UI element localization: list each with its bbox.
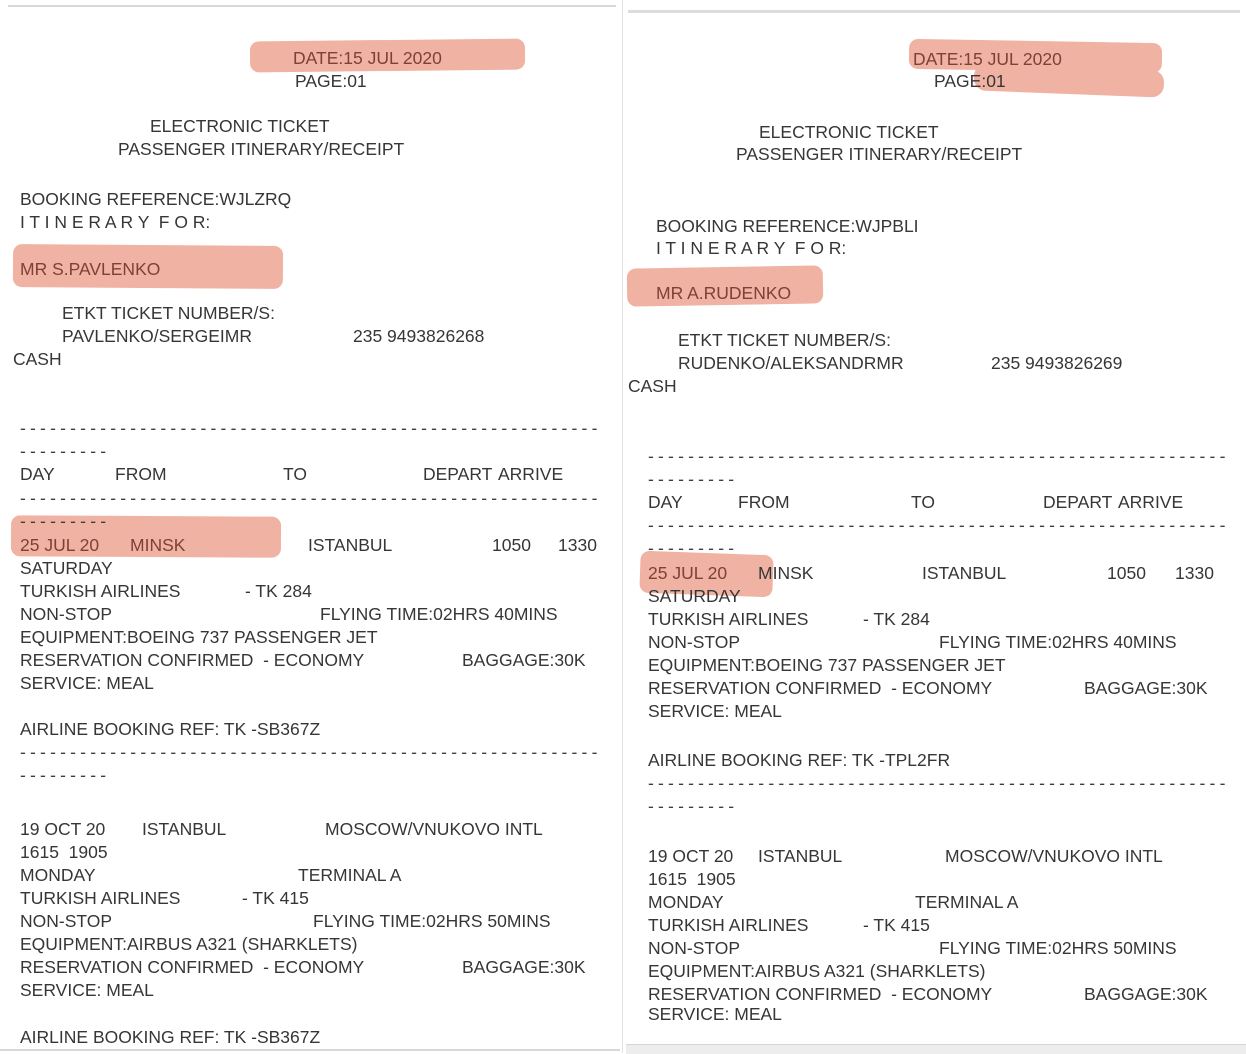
segment-date: 25 JUL 20 xyxy=(20,535,100,555)
day-name: SATURDAY xyxy=(648,586,741,606)
segment-times-line xyxy=(0,841,621,864)
doc-title-text: ELECTRONIC TICKET xyxy=(150,116,330,136)
col-depart: DEPART xyxy=(423,464,493,484)
separator xyxy=(0,487,621,510)
stops: NON-STOP xyxy=(648,938,741,958)
service: SERVICE: MEAL xyxy=(20,980,154,1000)
column-divider xyxy=(622,0,623,1053)
reservation-status: RESERVATION CONFIRMED - ECONOMY xyxy=(648,678,993,698)
stops: NON-STOP xyxy=(648,632,741,652)
separator-dashes: ---------------------------------------------------------- xyxy=(648,446,1230,466)
date-line xyxy=(626,48,1246,71)
flying-time: FLYING TIME:02HRS 50MINS xyxy=(313,911,551,931)
terminal: TERMINAL A xyxy=(915,892,1019,912)
separator xyxy=(626,445,1246,468)
separator-dashes: --------- xyxy=(20,441,111,461)
segment-depart: 1050 xyxy=(1107,563,1146,583)
airline-booking-ref-line xyxy=(0,718,621,741)
passenger-name: MR A.RUDENKO xyxy=(656,283,792,303)
col-arrive: ARRIVE xyxy=(1118,492,1184,512)
reservation-line xyxy=(626,677,1246,700)
payment-method-line xyxy=(626,375,1246,398)
doc-subtitle-text: PASSENGER ITINERARY/RECEIPT xyxy=(118,139,405,159)
reservation-line xyxy=(0,956,621,979)
col-from: FROM xyxy=(115,464,167,484)
doc-subtitle xyxy=(0,138,621,161)
page-line xyxy=(0,70,621,93)
col-day: DAY xyxy=(20,464,55,484)
segment-date: 19 OCT 20 xyxy=(648,846,734,866)
separator xyxy=(0,440,621,463)
separator xyxy=(626,468,1246,491)
reservation-status: RESERVATION CONFIRMED - ECONOMY xyxy=(20,957,365,977)
page-value: PAGE:01 xyxy=(934,71,1006,91)
separator-dashes: ---------------------------------------------------------- xyxy=(20,742,602,762)
separator-dashes: --------- xyxy=(20,765,111,785)
airline-booking-ref: AIRLINE BOOKING REF: TK -SB367Z xyxy=(20,719,321,739)
day-name-line xyxy=(626,891,1246,914)
doc-title xyxy=(0,115,621,138)
separator-dashes: ---------------------------------------------------------- xyxy=(20,418,602,438)
separator-dashes: ---------------------------------------------------------- xyxy=(20,488,602,508)
stops-line xyxy=(0,910,621,933)
table-header-row xyxy=(626,491,1246,514)
table-header-row xyxy=(0,463,621,486)
separator xyxy=(626,772,1246,795)
equipment-line xyxy=(626,654,1246,677)
date-value: DATE:15 JUL 2020 xyxy=(293,48,442,68)
equipment-line xyxy=(0,626,621,649)
separator xyxy=(626,795,1246,818)
reservation-line xyxy=(0,649,621,672)
airline-booking-ref: AIRLINE BOOKING REF: TK -SB367Z xyxy=(20,1027,321,1047)
payment-method-line xyxy=(0,348,621,371)
equipment: EQUIPMENT:AIRBUS A321 (SHARKLETS) xyxy=(648,961,986,981)
segment-from: MINSK xyxy=(758,563,814,583)
doc-subtitle-text: PASSENGER ITINERARY/RECEIPT xyxy=(736,144,1023,164)
equipment: EQUIPMENT:BOEING 737 PASSENGER JET xyxy=(648,655,1006,675)
segment-to: MOSCOW/VNUKOVO INTL xyxy=(325,819,543,839)
day-name-line xyxy=(626,585,1246,608)
service-line xyxy=(0,672,621,695)
ticket-number-line xyxy=(626,352,1246,375)
booking-reference xyxy=(0,188,621,211)
segment-arrive: 1330 xyxy=(1175,563,1214,583)
ticket-document-pavlenko xyxy=(0,0,621,1053)
airline-name: TURKISH AIRLINES xyxy=(648,915,809,935)
baggage-allowance: BAGGAGE:30K xyxy=(1084,678,1208,698)
separator xyxy=(626,537,1246,560)
separator-dashes: ---------------------------------------------------------- xyxy=(648,515,1230,535)
col-depart: DEPART xyxy=(1043,492,1113,512)
segment-row xyxy=(626,562,1246,585)
doc-title-text: ELECTRONIC TICKET xyxy=(759,122,939,142)
segment-date: 25 JUL 20 xyxy=(648,563,728,583)
col-day: DAY xyxy=(648,492,683,512)
page-line xyxy=(626,70,1246,93)
airline-line xyxy=(0,580,621,603)
reservation-status: RESERVATION CONFIRMED - ECONOMY xyxy=(20,650,365,670)
passenger-name: MR S.PAVLENKO xyxy=(20,259,161,279)
passenger-name-line xyxy=(626,282,1246,305)
baggage-allowance: BAGGAGE:30K xyxy=(462,650,586,670)
separator xyxy=(0,741,621,764)
segment-arrive: 1330 xyxy=(558,535,597,555)
stops: NON-STOP xyxy=(20,911,113,931)
airline-line xyxy=(626,608,1246,631)
airline-booking-ref-line xyxy=(0,1026,621,1049)
flying-time: FLYING TIME:02HRS 50MINS xyxy=(939,938,1177,958)
airline-name: TURKISH AIRLINES xyxy=(20,581,181,601)
service-line xyxy=(626,1003,1246,1026)
col-arrive: ARRIVE xyxy=(498,464,564,484)
segment-date: 19 OCT 20 xyxy=(20,819,106,839)
flight-number: - TK 284 xyxy=(863,609,930,629)
date-value: DATE:15 JUL 2020 xyxy=(913,49,1062,69)
segment-times-line xyxy=(626,868,1246,891)
ticket-holder: RUDENKO/ALEKSANDRMR xyxy=(678,353,904,373)
separator-dashes: --------- xyxy=(648,796,739,816)
separator-dashes: --------- xyxy=(20,511,111,531)
etkt-label-line xyxy=(626,329,1246,352)
airline-name: TURKISH AIRLINES xyxy=(648,609,809,629)
ticket-holder: PAVLENKO/SERGEIMR xyxy=(62,326,252,346)
booking-reference-text: BOOKING REFERENCE:WJLZRQ xyxy=(20,189,292,209)
airline-booking-ref: AIRLINE BOOKING REF: TK -TPL2FR xyxy=(648,750,951,770)
separator-dashes: --------- xyxy=(648,469,739,489)
equipment: EQUIPMENT:BOEING 737 PASSENGER JET xyxy=(20,627,378,647)
equipment-line xyxy=(626,960,1246,983)
doc-title xyxy=(626,121,1246,144)
equipment: EQUIPMENT:AIRBUS A321 (SHARKLETS) xyxy=(20,934,358,954)
flight-number: - TK 415 xyxy=(242,888,309,908)
itinerary-for-label xyxy=(0,211,621,234)
col-from: FROM xyxy=(738,492,790,512)
payment-method: CASH xyxy=(13,349,62,369)
airline-line xyxy=(626,914,1246,937)
etkt-label-line xyxy=(0,302,621,325)
segment-to: ISTANBUL xyxy=(922,563,1007,583)
day-name: SATURDAY xyxy=(20,558,113,578)
ticket-number: 235 9493826269 xyxy=(991,353,1123,373)
stops-line xyxy=(0,603,621,626)
segment-from: MINSK xyxy=(130,535,186,555)
etkt-label: ETKT TICKET NUMBER/S: xyxy=(678,330,891,350)
reservation-status: RESERVATION CONFIRMED - ECONOMY xyxy=(648,984,993,1004)
separator xyxy=(0,417,621,440)
segment-row xyxy=(0,534,621,557)
stops-line xyxy=(626,937,1246,960)
flying-time: FLYING TIME:02HRS 40MINS xyxy=(320,604,558,624)
separator xyxy=(0,510,621,533)
airline-booking-ref-line xyxy=(626,749,1246,772)
stops: NON-STOP xyxy=(20,604,113,624)
service: SERVICE: MEAL xyxy=(20,673,154,693)
separator xyxy=(626,514,1246,537)
booking-reference-text: BOOKING REFERENCE:WJPBLI xyxy=(656,216,919,236)
ticket-document-rudenko xyxy=(626,0,1246,1053)
separator xyxy=(0,764,621,787)
stops-line xyxy=(626,631,1246,654)
service-line xyxy=(0,979,621,1002)
segment-from: ISTANBUL xyxy=(142,819,227,839)
segment-to: ISTANBUL xyxy=(308,535,393,555)
service: SERVICE: MEAL xyxy=(648,701,782,721)
day-name-line xyxy=(0,557,621,580)
flight-number: - TK 415 xyxy=(863,915,930,935)
airline-line xyxy=(0,887,621,910)
segment-times: 1615 1905 xyxy=(20,842,108,862)
ticket-number-line xyxy=(0,325,621,348)
baggage-allowance: BAGGAGE:30K xyxy=(1084,984,1208,1004)
equipment-line xyxy=(0,933,621,956)
airline-name: TURKISH AIRLINES xyxy=(20,888,181,908)
itinerary-for-text: I T I N E R A R Y F O R: xyxy=(656,238,847,258)
doc-subtitle xyxy=(626,143,1246,166)
etkt-label: ETKT TICKET NUMBER/S: xyxy=(62,303,275,323)
service-line xyxy=(626,700,1246,723)
segment-times: 1615 1905 xyxy=(648,869,736,889)
segment-row xyxy=(626,845,1246,868)
flight-number: - TK 284 xyxy=(245,581,312,601)
day-name: MONDAY xyxy=(648,892,724,912)
segment-from: ISTANBUL xyxy=(758,846,843,866)
separator-dashes: --------- xyxy=(648,538,739,558)
separator-dashes: ---------------------------------------------------------- xyxy=(648,773,1230,793)
passenger-name-line xyxy=(0,258,621,281)
segment-depart: 1050 xyxy=(492,535,531,555)
day-name: MONDAY xyxy=(20,865,96,885)
day-name-line xyxy=(0,864,621,887)
service: SERVICE: MEAL xyxy=(648,1004,782,1024)
ticket-number: 235 9493826268 xyxy=(353,326,485,346)
page-value: PAGE:01 xyxy=(295,71,367,91)
baggage-allowance: BAGGAGE:30K xyxy=(462,957,586,977)
segment-to: MOSCOW/VNUKOVO INTL xyxy=(945,846,1163,866)
booking-reference xyxy=(626,215,1246,238)
flying-time: FLYING TIME:02HRS 40MINS xyxy=(939,632,1177,652)
terminal: TERMINAL A xyxy=(298,865,402,885)
payment-method: CASH xyxy=(628,376,677,396)
segment-row xyxy=(0,818,621,841)
itinerary-for-text: I T I N E R A R Y F O R: xyxy=(20,212,211,232)
itinerary-for-label xyxy=(626,237,1246,260)
col-to: TO xyxy=(911,492,935,512)
col-to: TO xyxy=(283,464,307,484)
date-line xyxy=(0,47,621,70)
